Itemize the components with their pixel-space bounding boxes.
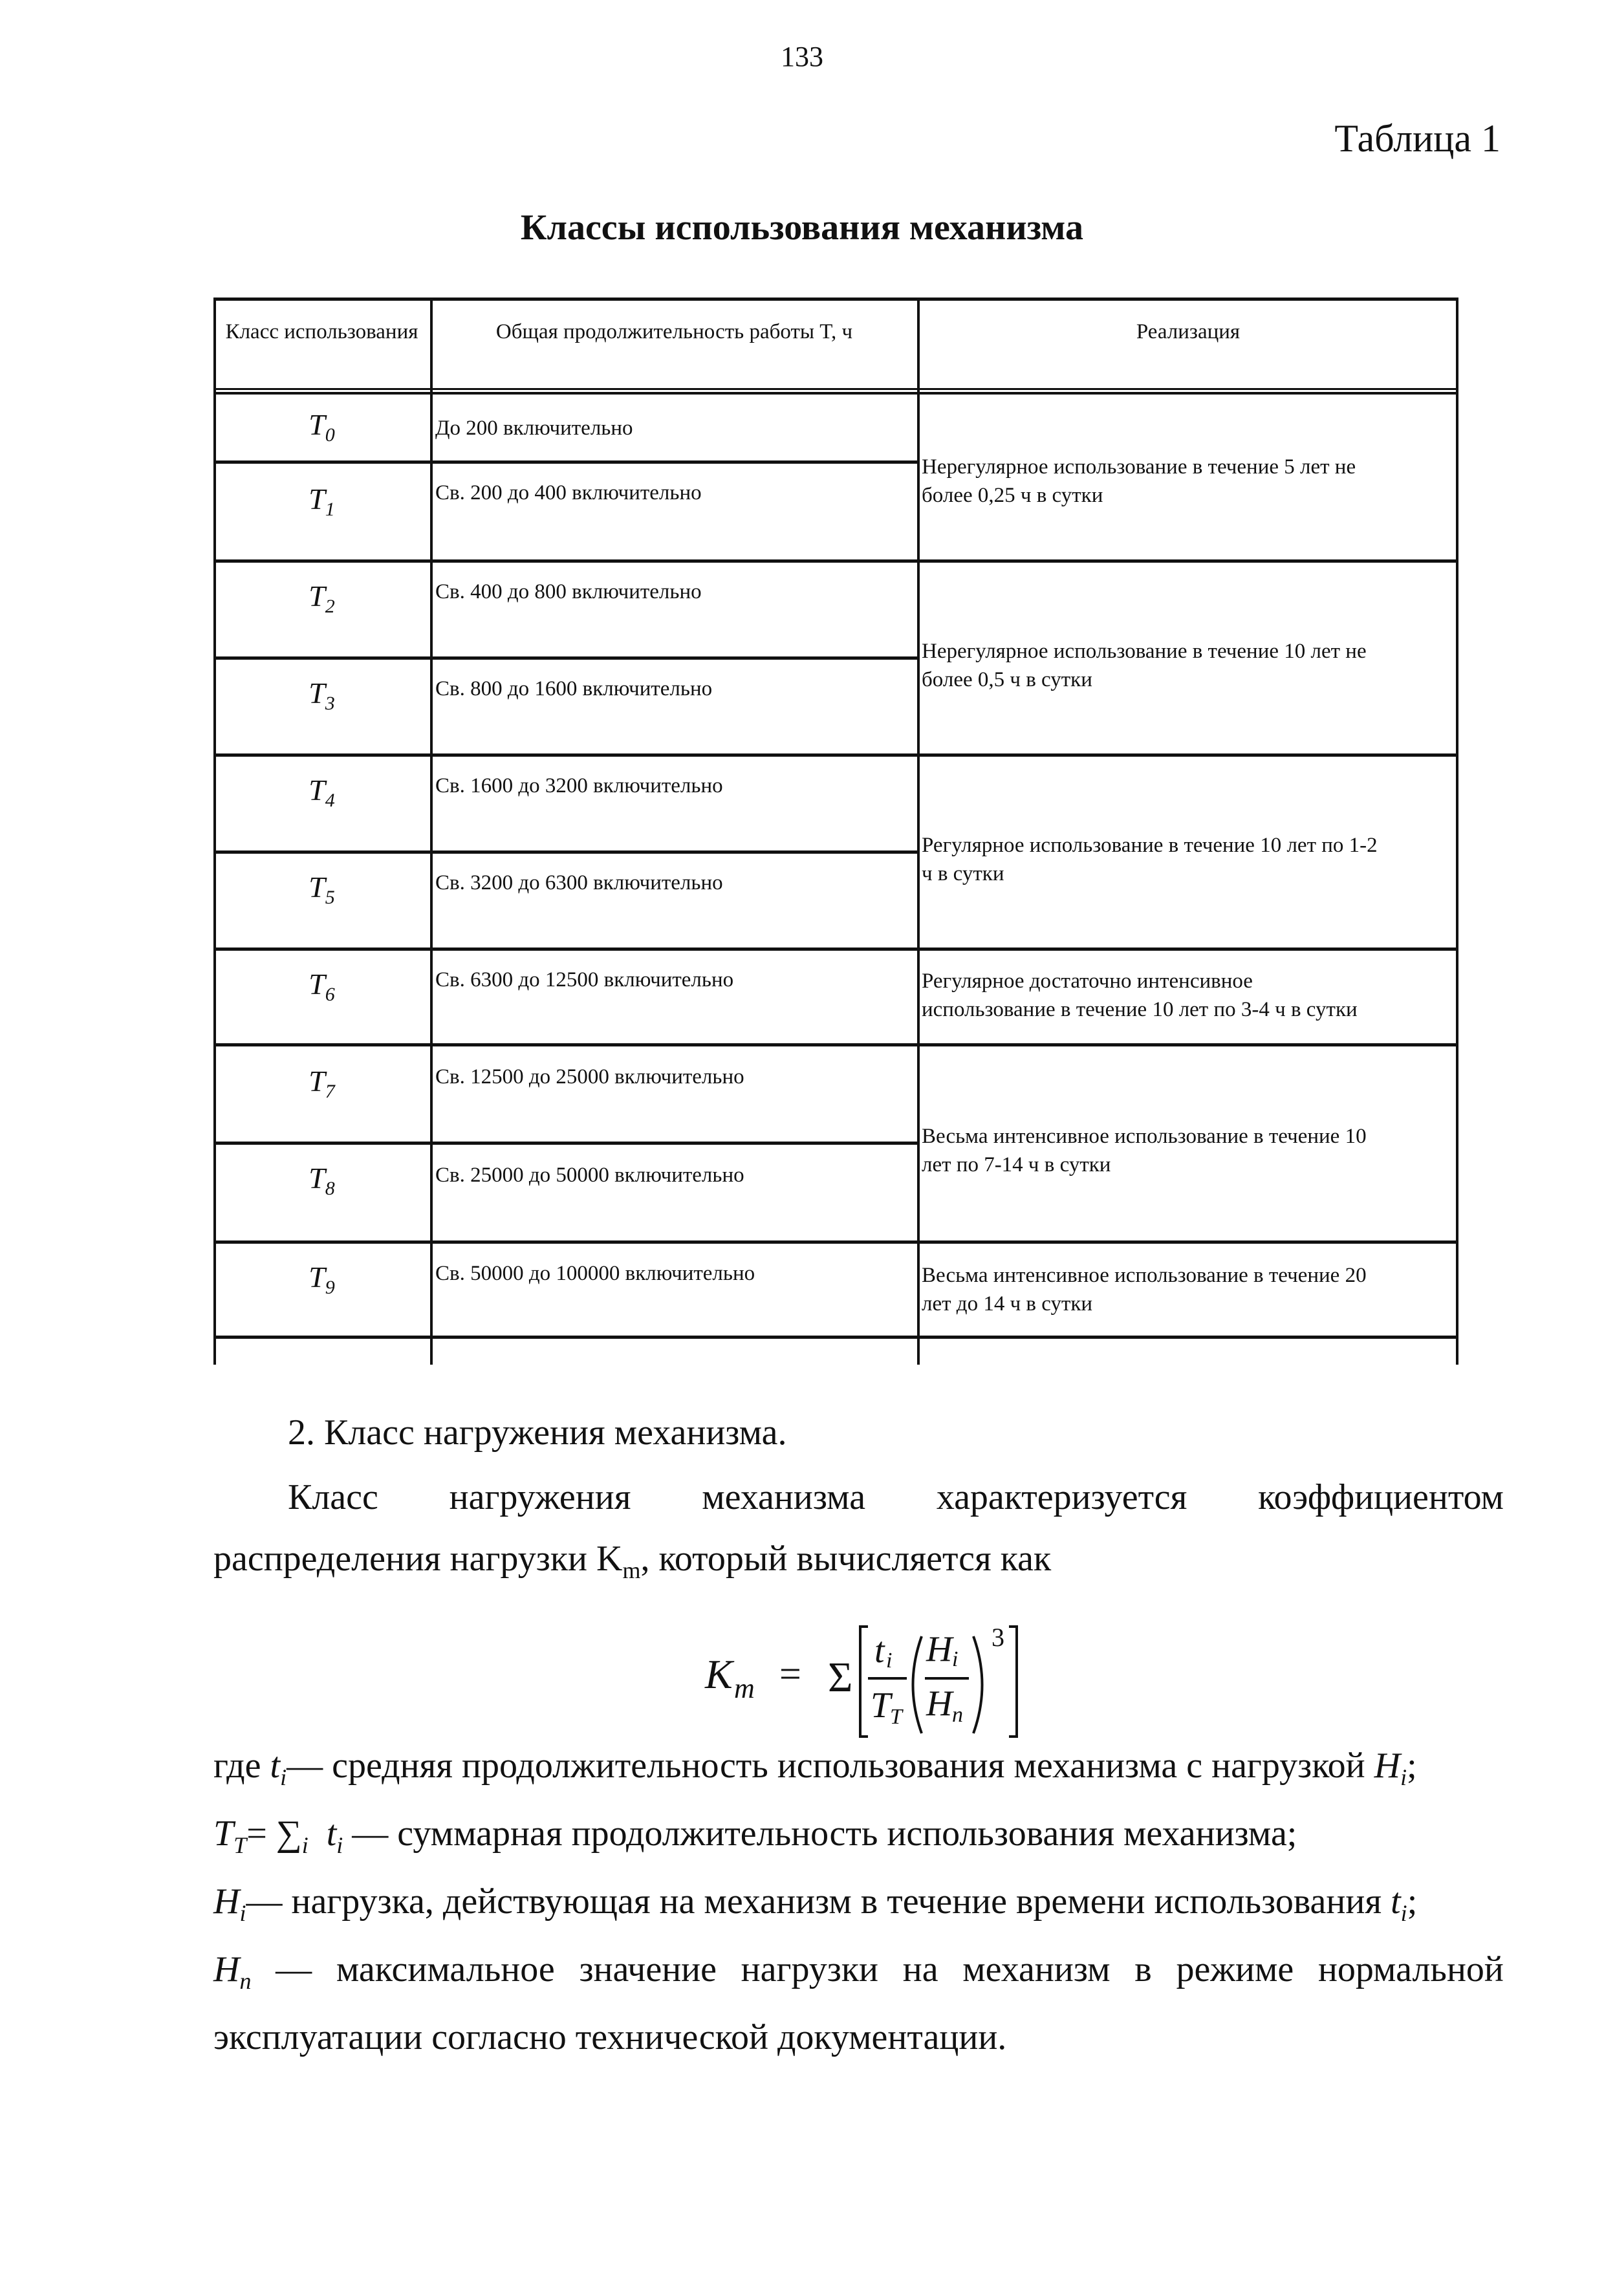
realization-line: Нерегулярное использование в течение 10 лет не xyxy=(922,640,1367,663)
subscript: i xyxy=(301,1832,309,1859)
table-title: Классы использования механизма xyxy=(520,208,1084,248)
word: коэффициентом xyxy=(1258,1477,1504,1517)
definition-hn-continued: эксплуатации согласно технической документации. xyxy=(213,2017,1007,2057)
text: — средняя продолжительность использования механизма с нагрузкой xyxy=(287,1746,1374,1786)
word: максимальное xyxy=(336,1949,555,1989)
subscript: m xyxy=(622,1557,641,1584)
subscript: i xyxy=(336,1832,343,1859)
class-cell-t5: $T_5$ xyxy=(309,871,335,908)
duration-cell-t1: Св. 200 до 400 включительно xyxy=(435,481,702,504)
realization-cell-t4-t5 xyxy=(922,831,1378,888)
class-cell-t6: $T_6$ xyxy=(309,968,335,1005)
subscript: i xyxy=(1400,1900,1407,1927)
text: — нагрузка, действующая на механизм в течение времени использования xyxy=(246,1881,1391,1922)
realization-line: Регулярное достаточно интенсивное xyxy=(922,969,1253,993)
word: нагрузки xyxy=(741,1949,879,1989)
realization-line: Весьма интенсивное использование в течение 10 xyxy=(922,1125,1367,1148)
realization-line: лет до 14 ч в сутки xyxy=(922,1292,1093,1316)
row-line xyxy=(213,656,918,660)
formula-graphic xyxy=(699,1610,1100,1740)
subscript: i xyxy=(280,1764,287,1791)
svg-text:K: K xyxy=(705,1651,733,1697)
table-label: Таблица 1 xyxy=(1334,117,1501,160)
table-border-right xyxy=(1456,298,1458,1365)
svg-text:t: t xyxy=(874,1630,885,1671)
header-duration: Общая продолжительность работы T, ч xyxy=(495,320,853,343)
header-class: Класс использования xyxy=(225,320,418,343)
realization-cell-t2-t3 xyxy=(922,637,1367,694)
text: распределения нагрузки K xyxy=(213,1539,623,1579)
duration-cell-t5: Св. 3200 до 6300 включительно xyxy=(435,871,723,894)
svg-text:H: H xyxy=(926,1629,953,1669)
header-realization: Реализация xyxy=(1136,320,1241,343)
duration-cell-t0: До 200 включительно xyxy=(435,417,633,440)
text: = ∑ xyxy=(246,1814,302,1854)
row-line xyxy=(213,460,918,464)
symbol: t xyxy=(270,1746,281,1786)
section-heading: 2. Класс нагружения механизма. xyxy=(288,1413,787,1453)
realization-line: более 0,5 ч в сутки xyxy=(922,668,1092,691)
class-cell-t3: $T_3$ xyxy=(309,677,335,714)
svg-text:m: m xyxy=(734,1673,755,1704)
word: нормальной xyxy=(1317,1949,1504,1989)
duration-cell-t3: Св. 800 до 1600 включительно xyxy=(435,677,713,700)
row-line xyxy=(213,1043,1458,1046)
row-line xyxy=(213,753,1458,757)
table-border-bottom xyxy=(213,1336,1458,1339)
text: , который вычисляется как xyxy=(640,1539,1052,1579)
definition-hi xyxy=(213,1879,1417,1936)
duration-cell-t2: Св. 400 до 800 включительно xyxy=(435,580,702,603)
class-cell-t4: $T_4$ xyxy=(309,774,335,811)
text: ; xyxy=(1407,1881,1418,1922)
class-cell-t8: $T_8$ xyxy=(309,1162,335,1199)
realization-line: ч в сутки xyxy=(922,862,1004,885)
word: Класс xyxy=(288,1477,378,1517)
realization-cell-t6 xyxy=(922,967,1358,1024)
subscript: i xyxy=(1400,1764,1407,1791)
word: в xyxy=(1134,1949,1152,1989)
paragraph-line-2 xyxy=(213,1536,1051,1593)
realization-cell-t7-t8 xyxy=(922,1122,1367,1179)
realization-line: более 0,25 ч в сутки xyxy=(922,484,1103,507)
definition-hn xyxy=(213,1947,1504,2004)
duration-cell-t7: Св. 12500 до 25000 включительно xyxy=(435,1065,744,1088)
duration-cell-t9: Св. 50000 до 100000 включительно xyxy=(435,1262,755,1285)
header-separator xyxy=(213,388,1458,390)
class-cell-t1: $T_1$ xyxy=(309,482,335,520)
symbol: t xyxy=(1391,1881,1401,1922)
class-cell-t7: $T_7$ xyxy=(309,1065,335,1102)
duration-cell-t4: Св. 1600 до 3200 включительно xyxy=(435,774,723,797)
symbol: T xyxy=(213,1814,234,1854)
word: характеризуется xyxy=(936,1477,1187,1517)
subscript: i xyxy=(239,1900,246,1927)
word: значение xyxy=(579,1949,717,1989)
symbol-hn: $H_n$ xyxy=(213,1949,252,1995)
word: — xyxy=(276,1949,312,1989)
svg-text:T: T xyxy=(871,1685,891,1726)
row-line xyxy=(213,948,1458,951)
text: где xyxy=(213,1746,270,1786)
word: на xyxy=(902,1949,938,1989)
svg-text:i: i xyxy=(952,1647,959,1671)
realization-cell-t9 xyxy=(922,1261,1367,1318)
svg-text:Σ: Σ xyxy=(828,1654,853,1701)
symbol: t xyxy=(326,1814,337,1854)
realization-line: использование в течение 10 лет по 3-4 ч в сутки xyxy=(922,998,1358,1021)
row-line xyxy=(213,559,1458,563)
svg-text:H: H xyxy=(926,1684,953,1724)
row-line xyxy=(213,1240,1458,1244)
definition-tt xyxy=(213,1811,1297,1868)
word: механизм xyxy=(962,1949,1111,1989)
paragraph-line-1 xyxy=(288,1475,1504,1520)
svg-text:i: i xyxy=(886,1649,893,1673)
realization-line: Весьма интенсивное использование в течение 20 xyxy=(922,1264,1367,1287)
svg-text:T: T xyxy=(890,1705,902,1729)
class-cell-t0: $T_0$ xyxy=(309,408,335,446)
realization-cell-t0-t1 xyxy=(922,453,1356,510)
km-formula xyxy=(699,1610,1100,1740)
realization-line: лет по 7-14 ч в сутки xyxy=(922,1153,1111,1176)
row-line xyxy=(213,1142,918,1145)
word: нагружения xyxy=(449,1477,631,1517)
svg-text:=: = xyxy=(779,1652,801,1695)
word: режиме xyxy=(1176,1949,1294,1989)
text: — суммарная продолжительность использования механизма; xyxy=(343,1814,1297,1854)
column-divider-2 xyxy=(917,298,920,1365)
subscript: T xyxy=(233,1832,247,1859)
symbol: H xyxy=(1374,1746,1401,1786)
svg-text:n: n xyxy=(952,1703,963,1727)
class-cell-t9: $T_9$ xyxy=(309,1261,335,1298)
page-number: 133 xyxy=(781,41,823,72)
class-cell-t2: $T_2$ xyxy=(309,579,335,617)
symbol: H xyxy=(213,1881,240,1922)
column-divider-1 xyxy=(430,298,433,1365)
table-border-top xyxy=(213,298,1458,301)
duration-cell-t6: Св. 6300 до 12500 включительно xyxy=(435,968,734,991)
usage-classes-table xyxy=(213,298,1458,1365)
text: ; xyxy=(1407,1746,1417,1786)
duration-cell-t8: Св. 25000 до 50000 включительно xyxy=(435,1164,744,1187)
word: механизма xyxy=(702,1477,866,1517)
row-line xyxy=(213,850,918,854)
realization-line: Регулярное использование в течение 10 лет по 1-2 xyxy=(922,834,1378,857)
table-border-left xyxy=(213,298,216,1365)
realization-line: Нерегулярное использование в течение 5 лет не xyxy=(922,455,1356,479)
svg-text:3: 3 xyxy=(992,1623,1004,1652)
definition-ti xyxy=(213,1743,1417,1800)
